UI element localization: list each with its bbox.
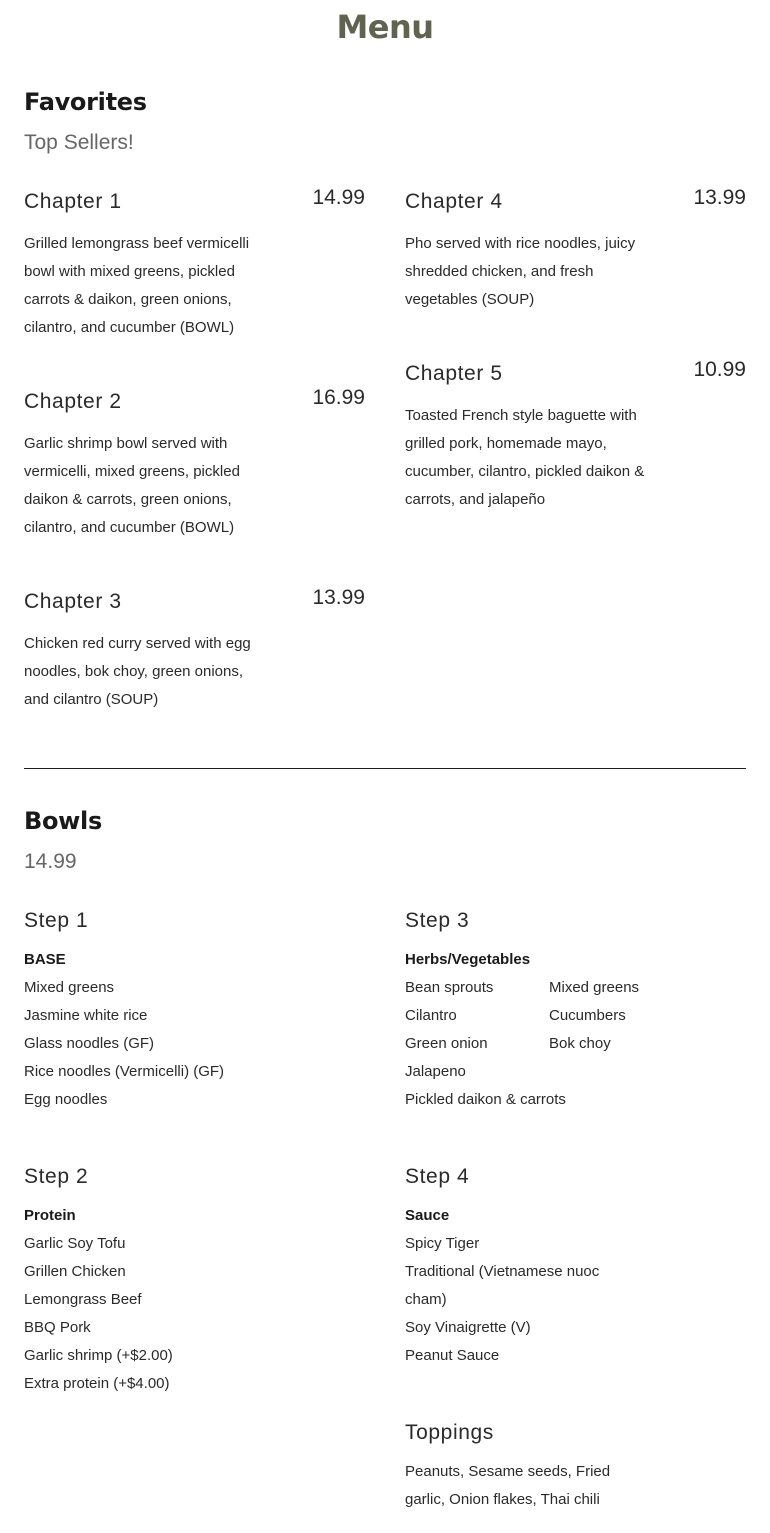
favorites-heading: Favorites (24, 88, 147, 116)
list-item: Garlic shrimp (+$2.00) (24, 1347, 173, 1364)
favorites-subtitle: Top Sellers! (24, 131, 134, 154)
item-price: 13.99 (693, 186, 746, 209)
step-label: BASE (24, 951, 66, 968)
step-name: Toppings (405, 1421, 494, 1444)
item-name: Chapter 3 (24, 590, 122, 613)
list-item: Glass noodles (GF) (24, 1035, 155, 1052)
item-price: 16.99 (312, 386, 365, 409)
section-divider (24, 768, 746, 769)
list-item: Garlic Soy Tofu (24, 1235, 126, 1252)
list-item: Rice noodles (Vermicelli) (GF) (24, 1063, 225, 1080)
list-item: Soy Vinaigrette (V) (405, 1319, 531, 1336)
list-item: Traditional (Vietnamese nuoc cham) (405, 1263, 600, 1308)
list-item: Mixed greens (24, 979, 115, 996)
step-label: Protein (24, 1207, 76, 1224)
step-2 (24, 1164, 365, 1398)
list-item: Extra protein (+$4.00) (24, 1375, 170, 1392)
list-item: Bean sprouts (405, 979, 494, 996)
step-name: Step 1 (24, 909, 89, 932)
page-title: Menu (336, 8, 434, 46)
item-name: Chapter 4 (405, 190, 503, 213)
list-item: Green onion (405, 1035, 488, 1052)
step-4 (405, 1164, 746, 1370)
list-item: Egg noodles (24, 1091, 108, 1108)
item-name: Chapter 1 (24, 190, 122, 213)
list-item: Cilantro (405, 1007, 457, 1024)
list-item: Bok choy (549, 1035, 611, 1052)
item-price: 14.99 (312, 186, 365, 209)
item-price: 10.99 (693, 358, 746, 381)
item-description: Garlic shrimp bowl served with vermicelli, mixed greens, pickled daikon & carrots, green onions, cilantro, and cucumber (BOWL) (24, 435, 240, 536)
toppings (405, 1420, 746, 1514)
item-description: Pho served with rice noodles, juicy shredded chicken, and fresh vegetables (SOUP) (405, 235, 636, 308)
list-item: Mixed greens (549, 979, 640, 996)
item-description: Toasted French style baguette with grilled pork, homemade mayo, cucumber, cilantro, pickled daikon & carrots, and jalapeño (405, 407, 645, 508)
list-item: Jasmine white rice (24, 1007, 148, 1024)
item-name: Chapter 2 (24, 390, 122, 413)
list-item: Grillen Chicken (24, 1263, 126, 1280)
item-description: Chicken red curry served with egg noodles, bok choy, green onions, and cilantro (SOUP) (24, 635, 251, 708)
bowls-price: 14.99 (24, 850, 77, 873)
list-item: Cucumbers (549, 1007, 626, 1024)
item-name: Chapter 5 (405, 362, 503, 385)
step-label: Herbs/Vegetables (405, 951, 531, 968)
list-item: Spicy Tiger (405, 1235, 480, 1252)
step-1 (24, 908, 365, 1114)
step-label: Sauce (405, 1207, 450, 1224)
step-name: Step 3 (405, 909, 470, 932)
bowls-heading: Bowls (24, 807, 102, 835)
step-3 (405, 908, 746, 1114)
list-item: Lemongrass Beef (24, 1291, 142, 1308)
step-name: Step 2 (24, 1165, 89, 1188)
item-price: 13.99 (312, 586, 365, 609)
item-description: Grilled lemongrass beef vermicelli bowl with mixed greens, pickled carrots & daikon, green onions, cilantro, and cucumber (BOWL) (24, 235, 250, 336)
step-name: Step 4 (405, 1165, 470, 1188)
list-item: Peanut Sauce (405, 1347, 500, 1364)
list-item: BBQ Pork (24, 1319, 91, 1336)
list-item: Jalapeno (405, 1063, 466, 1080)
toppings-text: Peanuts, Sesame seeds, Fried garlic, Onion flakes, Thai chili (405, 1463, 611, 1508)
list-item: Pickled daikon & carrots (405, 1091, 566, 1108)
